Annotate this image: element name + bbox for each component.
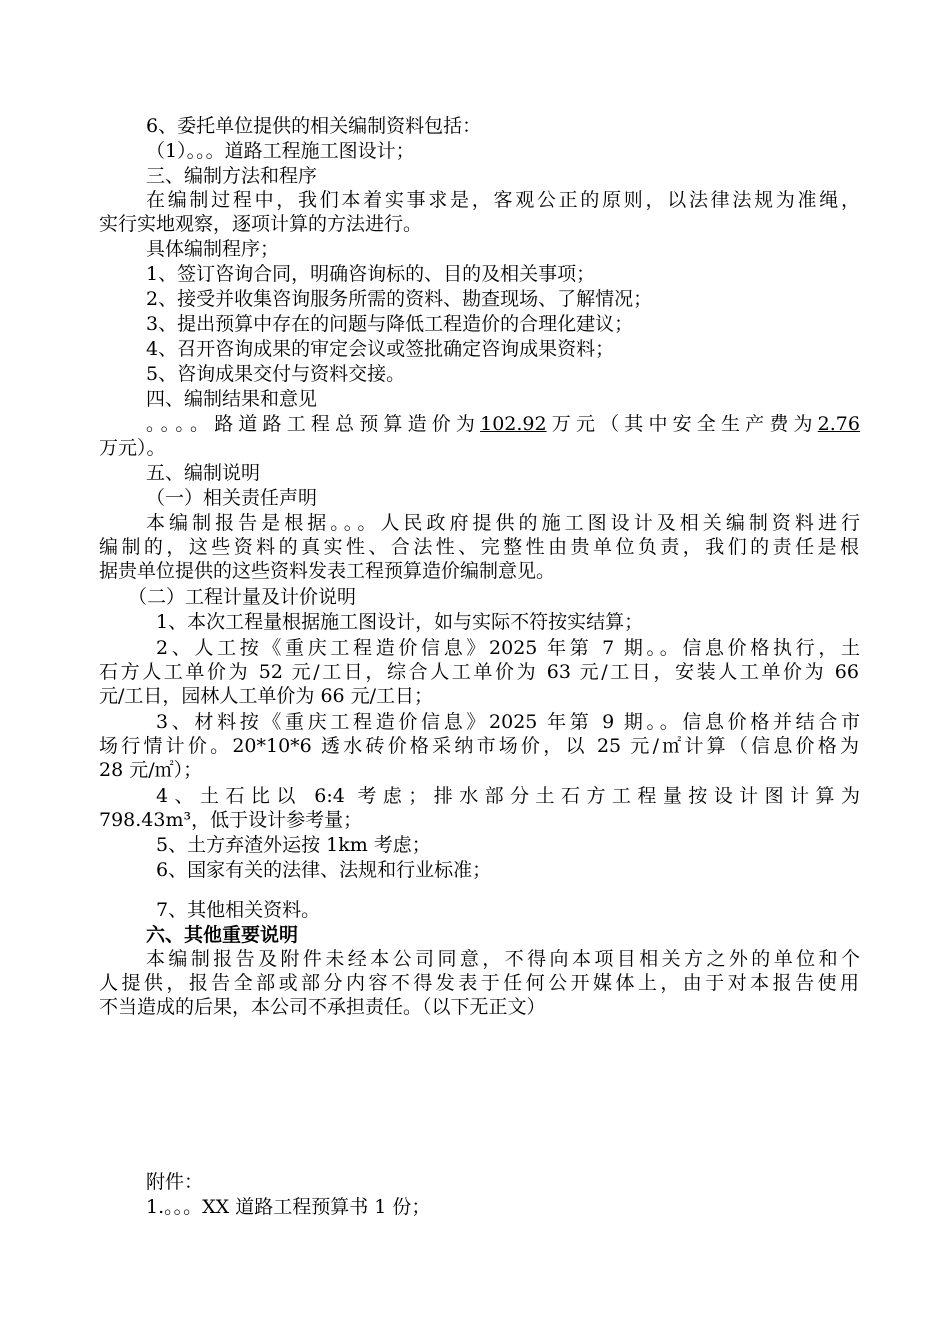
text-line: 3、提出预算中存在的问题与降低工程造价的合理化建议； xyxy=(146,313,634,335)
text-line: 3、材料按《重庆工程造价信息》2025 年第 9 期。。信息价格并结合市 xyxy=(156,711,860,733)
text-line: 在编制过程中，我们本着实事求是，客观公正的原则，以法律法规为准绳， xyxy=(146,189,860,211)
text-line: 石方人工单价为 52 元/工日，综合人工单价为 63 元/工日，安装人工单价为 66 xyxy=(99,661,859,683)
subsection-heading: （一）相关责任声明 xyxy=(146,487,318,509)
text-line: 1、签订咨询合同，明确咨询标的、目的及相关事项； xyxy=(146,263,596,285)
text-line: 1、本次工程量根据施工图设计，如与实际不符按实结算； xyxy=(156,611,644,633)
text-line: 6、委托单位提供的相关编制资料包括： xyxy=(146,115,482,137)
text-line: 具体编制程序； xyxy=(146,238,280,260)
text-line: 7、其他相关资料。 xyxy=(156,899,321,921)
text-line: 5、土方弃渣外运按 1km 考虑； xyxy=(156,834,431,856)
text-fragment: 万元（其中安全生产费为 xyxy=(546,413,818,435)
text-fragment: 。。。。路道路工程总预算造价为 xyxy=(146,413,481,435)
text-line: 6、国家有关的法律、法规和行业标准； xyxy=(156,859,492,881)
text-line: 人提供，报告全部或部分内容不得发表于任何公开媒体上，由于对本报告使用 xyxy=(99,972,859,994)
text-line: 2、接受并收集咨询服务所需的资料、勘查现场、了解情况； xyxy=(146,288,653,310)
text-line: 本编制报告是根据。。。人民政府提供的施工图设计及相关编制资料进行 xyxy=(146,512,860,534)
text-line: （1）。。。道路工程施工图设计； xyxy=(146,140,415,162)
text-line: 元/工日，园林人工单价为 66 元/工日； xyxy=(99,685,434,707)
text-line: 4、召开咨询成果的审定会议或签批确定咨询成果资料； xyxy=(146,338,615,360)
text-line: 万元）。 xyxy=(99,437,166,459)
text-line: 本编制报告及附件未经本公司同意，不得向本项目相关方之外的单位和个 xyxy=(146,948,860,970)
safety-fee-value: 2.76 xyxy=(817,413,860,435)
section-heading: 五、编制说明 xyxy=(146,462,261,484)
text-line: 编制的，这些资料的真实性、合法性、完整性由贵单位负责，我们的责任是根 xyxy=(99,536,859,558)
attachments-heading: 附件： xyxy=(146,1171,204,1193)
section-heading: 六、其他重要说明 xyxy=(146,924,299,946)
text-line: 不当造成的后果，本公司不承担责任。（以下无正文） xyxy=(99,996,546,1018)
text-line: 4、土石比以 6:4 考虑；排水部分土石方工程量按设计图计算为 xyxy=(156,785,860,807)
attachment-item: 1.。。。XX 道路工程预算书 1 份； xyxy=(146,1196,431,1218)
text-line xyxy=(146,412,860,436)
text-line: 798.43m³，低于设计参考量； xyxy=(99,809,363,831)
section-heading: 四、编制结果和意见 xyxy=(146,388,318,410)
text-line: 据贵单位提供的这些资料发表工程预算造价编制意见。 xyxy=(99,560,556,582)
text-line: 28 元/㎡）； xyxy=(99,759,203,781)
section-heading: 三、编制方法和程序 xyxy=(146,165,318,187)
total-budget-value: 102.92 xyxy=(480,413,547,435)
subsection-heading: （二）工程计量及计价说明 xyxy=(128,586,357,608)
text-line: 实行实地观察，逐项计算的方法进行。 xyxy=(99,213,423,235)
text-line: 2、人工按《重庆工程造价信息》2025 年第 7 期。。信息价格执行，土 xyxy=(156,637,860,659)
text-line: 场行情计价。20*10*6 透水砖价格采纳市场价，以 25 元/㎡计算（信息价格为 xyxy=(99,735,859,757)
text-line: 5、咨询成果交付与资料交接。 xyxy=(146,363,406,385)
